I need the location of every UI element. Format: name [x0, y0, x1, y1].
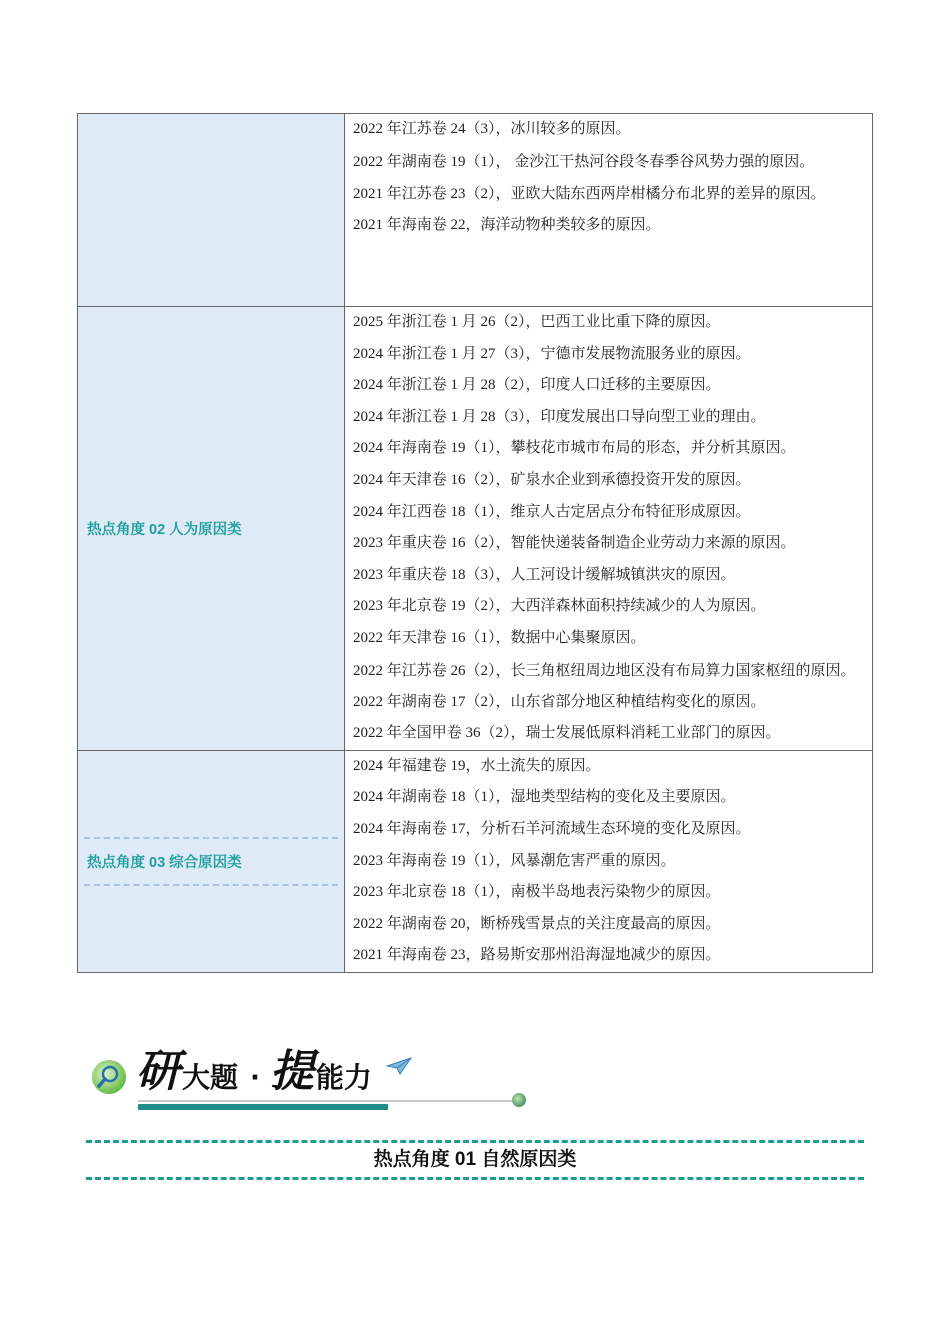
list-item: 2024 年浙江卷 1 月 27（3），宁德市发展物流服务业的原因。 — [353, 345, 751, 362]
reason-table — [77, 113, 873, 973]
list-item: 2024 年海南卷 19（1），攀枝花市城市布局的形态，并分析其原因。 — [353, 440, 796, 457]
category-cell — [78, 307, 345, 751]
paper-plane-icon — [386, 1056, 412, 1076]
items-cell — [345, 307, 873, 751]
banner-char: 提 — [269, 1046, 314, 1097]
list-item: 2021 年江苏卷 23（2），亚欧大陆东西两岸柑橘分布北界的差异的原因。 — [353, 185, 826, 202]
list-item: 2021 年海南卷 22，海洋动物种类较多的原因。 — [353, 216, 661, 233]
list-item: 2024 年福建卷 19，水土流失的原因。 — [353, 757, 601, 774]
banner-title — [136, 1042, 374, 1098]
list-item: 2023 年重庆卷 16（2），智能快递装备制造企业劳动力来源的原因。 — [353, 535, 796, 552]
items-cell — [345, 114, 873, 307]
list-item: 2021 年海南卷 23，路易斯安那州沿海湿地减少的原因。 — [353, 947, 721, 964]
table-row — [78, 114, 873, 307]
list-item: 2024 年浙江卷 1 月 28（3），印度发展出口导向型工业的理由。 — [353, 408, 766, 425]
magnifier-icon — [92, 1060, 126, 1094]
list-item: 2024 年海南卷 17，分析石羊河流域生态环境的变化及原因。 — [353, 820, 751, 837]
list-item: 2024 年天津卷 16（2），矿泉水企业到承德投资开发的原因。 — [353, 471, 751, 488]
list-item: 2024 年浙江卷 1 月 28（2），印度人口迁移的主要原因。 — [353, 377, 721, 394]
list-item: 2024 年江西卷 18（1），维京人古定居点分布特征形成原因。 — [353, 503, 751, 520]
list-item: 2023 年重庆卷 18（3），人工河设计缓解城镇洪灾的原因。 — [353, 566, 736, 583]
banner-accent-bar — [138, 1104, 388, 1110]
items-cell — [345, 750, 873, 972]
banner-divider — [138, 1100, 518, 1102]
list-item: 2022 年全国甲卷 36（2），瑞士发展低原料消耗工业部门的原因。 — [353, 725, 781, 742]
category-cell — [78, 114, 345, 307]
banner-text: 大题 — [182, 1061, 239, 1094]
table-row — [78, 750, 873, 972]
category-label: 热点角度 02 人为原因类 — [87, 521, 242, 538]
category-label: 热点角度 03 综合原因类 — [84, 837, 338, 886]
dashed-divider — [86, 1140, 864, 1143]
list-item: 2025 年浙江卷 1 月 26（2），巴西工业比重下降的原因。 — [353, 314, 721, 330]
banner-char: 研 — [136, 1046, 180, 1097]
section-heading — [86, 1140, 864, 1182]
list-item: 2023 年海南卷 19（1），风暴潮危害严重的原因。 — [353, 852, 676, 869]
list-item: 2024 年湖南卷 18（1），湿地类型结构的变化及主要原因。 — [353, 789, 736, 806]
list-item: 2022 年湖南卷 17（2），山东省部分地区种植结构变化的原因。 — [353, 693, 766, 710]
section-title: 热点角度 01 自然原因类 — [373, 1149, 577, 1170]
category-cell — [78, 750, 345, 972]
list-item: 2022 年天津卷 16（1），数据中心集聚原因。 — [353, 629, 646, 646]
list-item: 2022 年湖南卷 20，断桥残雪景点的关注度最高的原因。 — [353, 915, 721, 932]
banner-dot-separator: · — [250, 1063, 260, 1093]
table-row — [78, 307, 873, 751]
section-banner — [88, 1040, 533, 1120]
list-item: 2022 年江苏卷 24（3），冰川较多的原因。 — [353, 121, 631, 137]
list-item: 2022 年湖南卷 19（1）， 金沙江干热河谷段冬春季谷风势力强的原因。 — [353, 153, 815, 170]
dashed-divider — [86, 1177, 864, 1180]
banner-dot-ornament — [512, 1093, 526, 1107]
list-item: 2023 年北京卷 18（1），南极半岛地表污染物少的原因。 — [353, 884, 721, 901]
banner-text: 能力 — [315, 1061, 372, 1094]
list-item: 2023 年北京卷 19（2），大西洋森林面积持续减少的人为原因。 — [353, 598, 766, 615]
list-item: 2022 年江苏卷 26（2），长三角枢纽周边地区没有布局算力国家枢纽的原因。 — [353, 662, 856, 679]
